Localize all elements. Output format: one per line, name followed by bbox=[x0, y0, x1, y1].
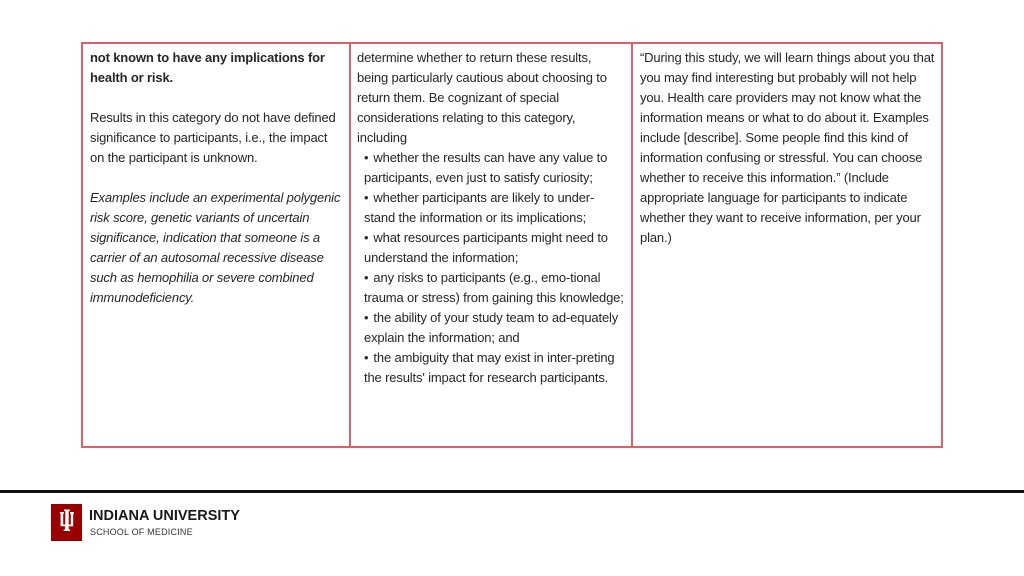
guidance-table bbox=[81, 42, 943, 448]
guidance-list bbox=[357, 148, 625, 388]
list-item: • whether the results can have any value to participants, even just to satisfy curiosity; bbox=[364, 148, 625, 188]
guidance-intro: determine whether to return these results, being particularly cautious about choosing to return them. Be cognizant of special considerations relating to this category, including bbox=[357, 50, 607, 145]
list-item: • the ability of your study team to ad-equately explain the information; and bbox=[364, 308, 625, 348]
list-item: • whether participants are likely to under-stand the information or its implications; bbox=[364, 188, 625, 228]
list-item: • any risks to participants (e.g., emo-tional trauma or stress) from gaining this knowledge; bbox=[364, 268, 625, 308]
iu-trident-icon bbox=[51, 504, 82, 541]
list-item: • the ambiguity that may exist in inter-preting the results' impact for research participants. bbox=[364, 348, 625, 388]
list-item: • what resources participants might need to understand the information; bbox=[364, 228, 625, 268]
table-cell-sample-language bbox=[633, 44, 941, 446]
category-heading: not known to have any implications for health or risk. bbox=[90, 50, 325, 85]
table-cell-category bbox=[83, 44, 351, 446]
table-cell-guidance bbox=[351, 44, 633, 446]
school-name: SCHOOL OF MEDICINE bbox=[90, 527, 193, 537]
category-description: Results in this category do not have defined significance to participants, i.e., the impact on the participant is unknown. bbox=[90, 110, 336, 165]
university-name: INDIANA UNIVERSITY bbox=[89, 508, 240, 524]
footer-divider bbox=[0, 490, 1024, 493]
category-examples: Examples include an experimental polygenic risk score, genetic variants of uncertain significance, indication that someone is a carrier of an autosomal recessive disease such as hemophilia or severe combined immunodeficiency. bbox=[90, 190, 341, 305]
sample-consent-language: “During this study, we will learn things about you that you may find interesting but probably will not help you. Health care providers may not know what the information means or what to do about it. Examples include [describe]. Some people find this kind of information confusing or stressful. You can choose whether to receive this information.” (Include appropriate language for participants to indicate whether they want to receive information, per your plan.) bbox=[640, 50, 935, 245]
